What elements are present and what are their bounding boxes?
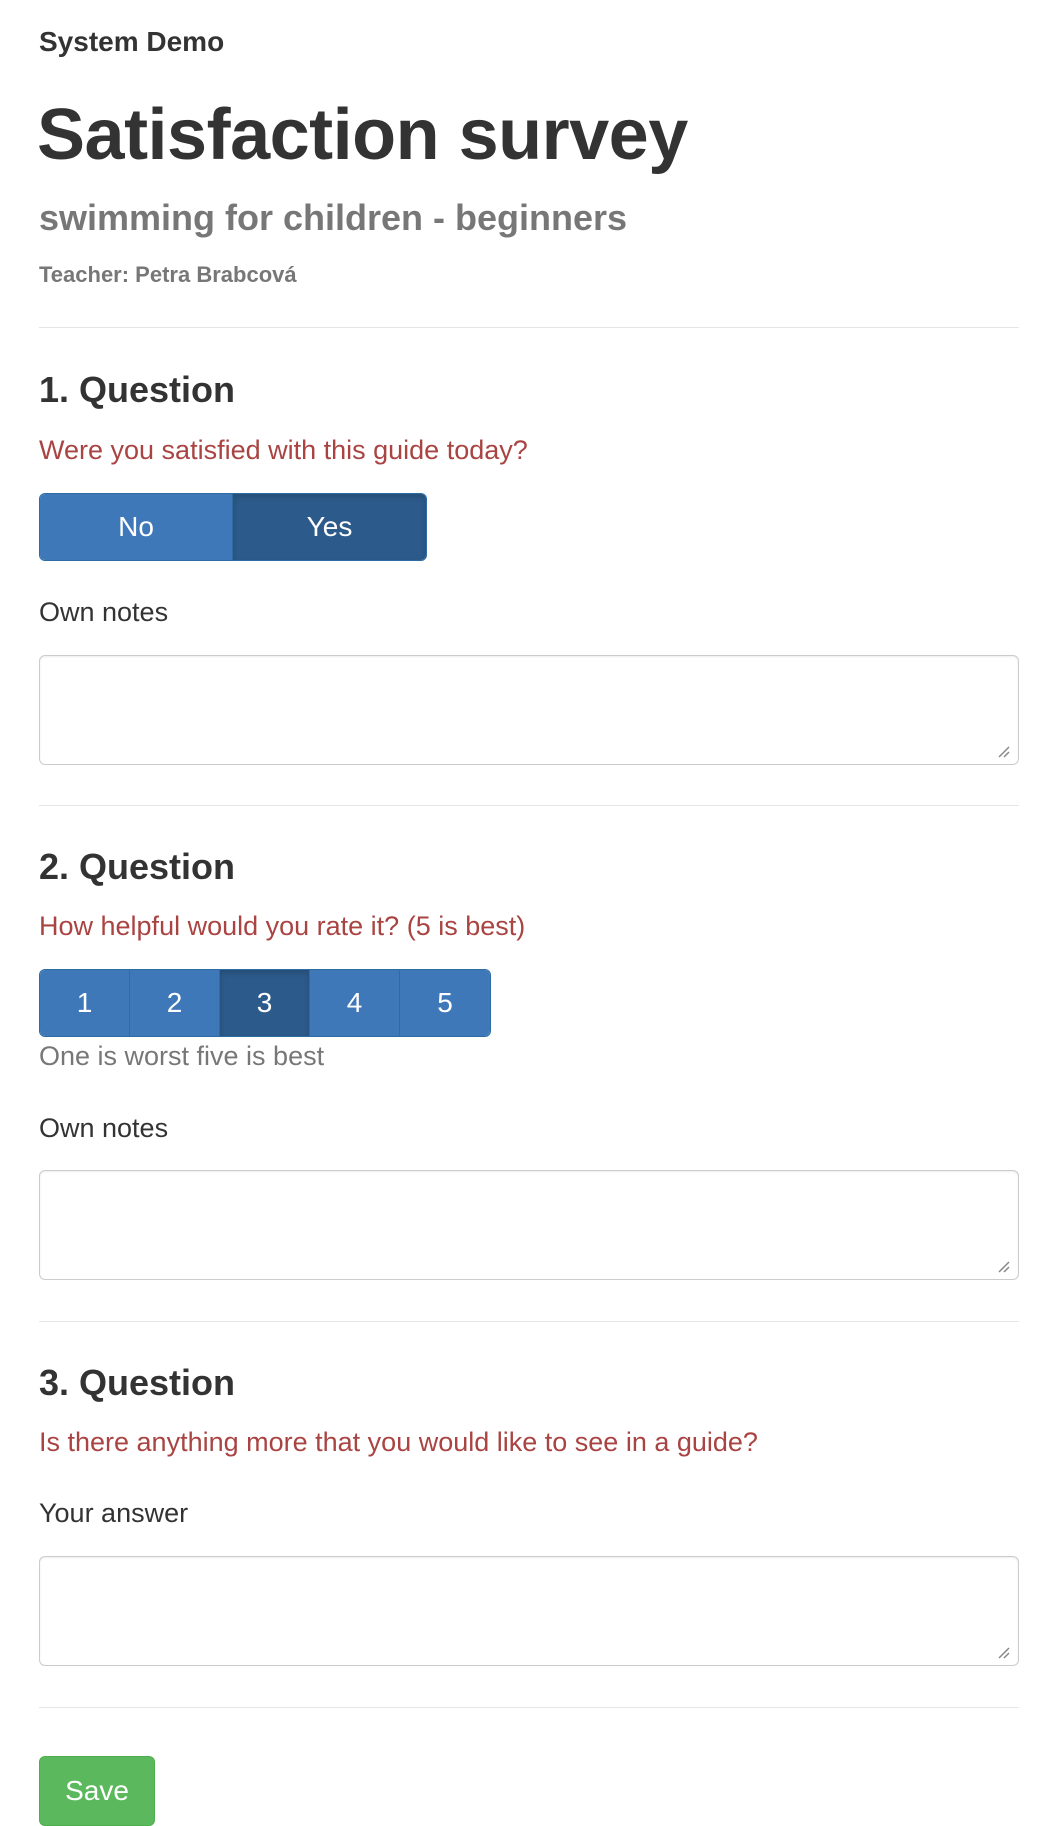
- divider: [39, 1321, 1019, 1322]
- resize-handle-icon[interactable]: [995, 1644, 1011, 1660]
- save-button[interactable]: Save: [39, 1756, 155, 1826]
- question-3-heading: 3. Question: [39, 1362, 236, 1403]
- rating-5-button[interactable]: 5: [400, 970, 490, 1036]
- question-3-answer-field[interactable]: [39, 1556, 1019, 1666]
- resize-handle-icon[interactable]: [995, 743, 1011, 759]
- divider: [39, 1707, 1019, 1708]
- question-1-notes-label: Own notes: [39, 597, 169, 627]
- question-1-options: [39, 493, 427, 561]
- brand-link[interactable]: System Demo: [39, 26, 225, 57]
- survey-subtitle: swimming for children - beginners: [39, 197, 628, 238]
- question-2-notes-field[interactable]: [39, 1170, 1019, 1280]
- teacher-name: Teacher: Petra Brabcová: [39, 262, 297, 287]
- rating-3-button[interactable]: 3: [220, 970, 310, 1036]
- question-2-rating: [39, 969, 491, 1037]
- question-2-text: How helpful would you rate it? (5 is best): [39, 911, 526, 941]
- question-1-text: Were you satisfied with this guide today?: [39, 435, 528, 465]
- option-no-button[interactable]: No: [40, 494, 233, 560]
- option-yes-button[interactable]: Yes: [233, 494, 426, 560]
- question-1-notes-field[interactable]: [39, 655, 1019, 765]
- rating-2-button[interactable]: 2: [130, 970, 220, 1036]
- question-2-notes-label: Own notes: [39, 1113, 169, 1143]
- question-3-text: Is there anything more that you would like to see in a guide?: [39, 1427, 758, 1457]
- question-2-heading: 2. Question: [39, 846, 236, 887]
- rating-4-button[interactable]: 4: [310, 970, 400, 1036]
- question-1-heading: 1. Question: [39, 369, 236, 410]
- rating-1-button[interactable]: 1: [40, 970, 130, 1036]
- resize-handle-icon[interactable]: [995, 1258, 1011, 1274]
- page-title: Satisfaction survey: [37, 95, 688, 175]
- divider: [39, 805, 1019, 806]
- question-3-answer-label: Your answer: [39, 1498, 189, 1528]
- divider: [39, 327, 1019, 328]
- question-2-help-text: One is worst five is best: [39, 1041, 325, 1071]
